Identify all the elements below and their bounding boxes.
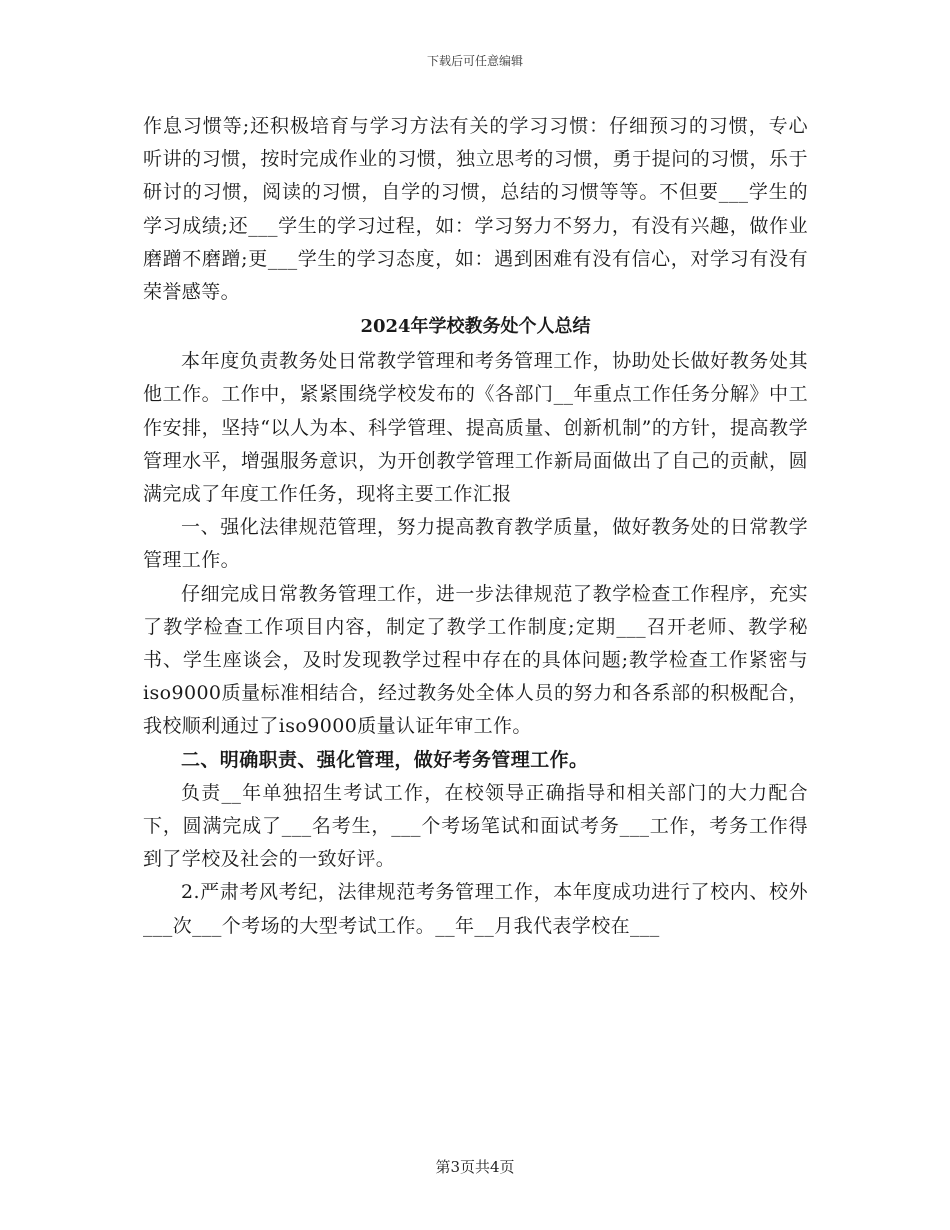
page-number: 第3页共4页 — [435, 1158, 515, 1176]
document-body — [143, 110, 808, 943]
paragraph-intro: 本年度负责教务处日常教学管理和考务管理工作，协助处长做好教务处其他工作。工作中，紧紧围绕学校发布的《各部门__年重点工作任务分解》中工作安排，坚持“以人为本、科学管理、提高质量、创新机制”的方针，提高教学管理水平，增强服务意识，为开创教学管理工作新局面做出了自己的贡献，圆满完成了年度工作任务，现将主要工作汇报 — [143, 350, 808, 506]
page-header: 下载后可任意编辑 — [426, 54, 523, 68]
section-heading-two: 二、明确职责、强化管理，做好考务管理工作。 — [181, 748, 589, 771]
section-heading-one: 一、强化法律规范管理，努力提高教育教学质量，做好教务处的日常教学管理工作。 — [143, 516, 808, 572]
paragraph-teaching-management: 仔细完成日常教务管理工作，进一步法律规范了教学检查工作程序，充实了教学检查工作项目内容，制定了教学工作制度;定期___召开老师、教学秘书、学生座谈会，及时发现教学过程中存在的具体问题;教学检查工作紧密与iso9000质量标准相结合，经过教务处全体人员的努力和各系部的积极配合，我校顺利通过了iso9000质量认证年审工作。 — [143, 582, 808, 738]
paragraph-exam-discipline: 2.严肃考风考纪，法律规范考务管理工作，本年度成功进行了校内、校外___次___个考场的大型考试工作。__年__月我代表学校在___ — [143, 881, 808, 937]
paragraph-habits-continuation: 作息习惯等;还积极培育与学习方法有关的学习习惯：仔细预习的习惯，专心听讲的习惯，按时完成作业的习惯，独立思考的习惯，勇于提问的习惯，乐于研讨的习惯，阅读的习惯，自学的习惯，总结的习惯等等。不但要___学生的学习成绩;还___学生的学习过程，如：学习努力不努力，有没有兴趣，做作业磨蹭不磨蹭;更___学生的学习态度，如：遇到困难有没有信心，对学习有没有荣誉感等。 — [143, 115, 808, 304]
paragraph-admission-exam: 负责__年单独招生考试工作，在校领导正确指导和相关部门的大力配合下，圆满完成了___名考生，___个考场笔试和面试考务___工作，考务工作得到了学校及社会的一致好评。 — [143, 781, 808, 871]
document-title: 2024年学校教务处个人总结 — [360, 316, 591, 338]
